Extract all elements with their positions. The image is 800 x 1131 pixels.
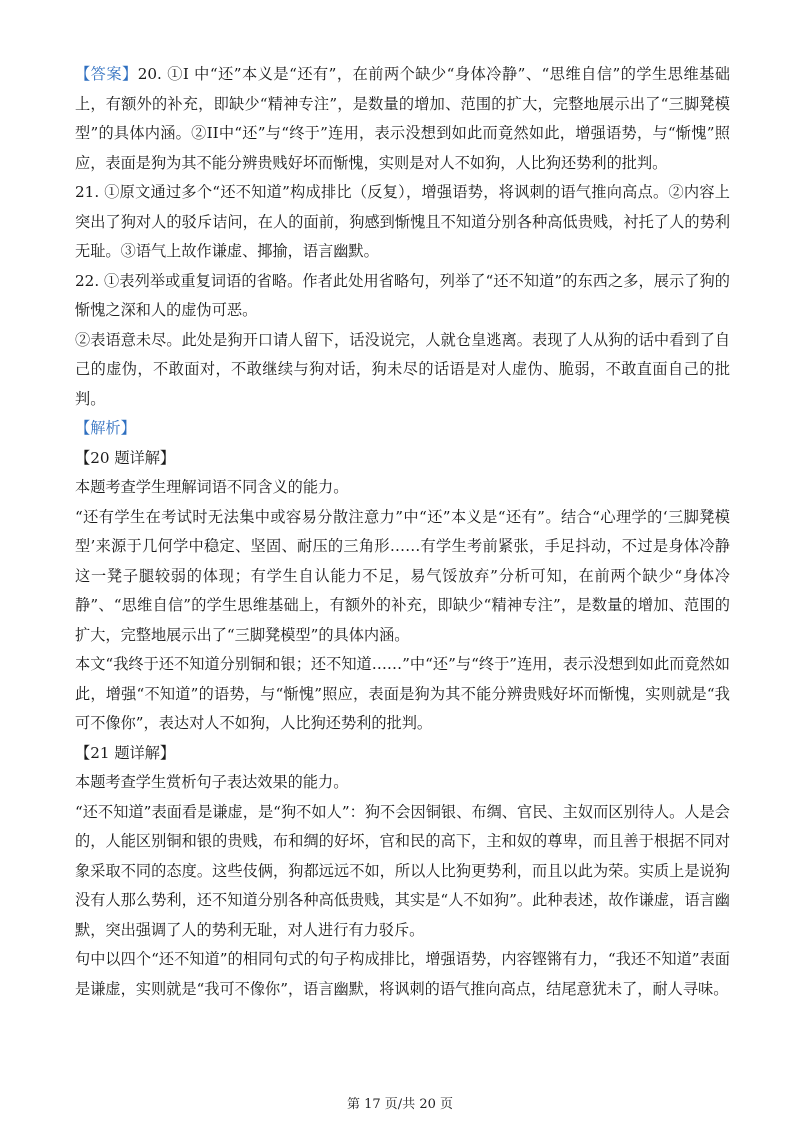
q21-detail-heading: 【21 题详解】 — [75, 743, 176, 762]
q20-paragraph-1: “还有学生在考试时无法集中或容易分散注意力”中“还”本义是“还有”。结合“心理学的‘三脚凳模型’来源于几何学中稳定、坚固、耐压的三角形……有学生考前紧张，手足抖动，不过是身体冷静这一凳子腿较弱的体现；有学生自认能力不足，易气馁放弃”分析可知，在前两个缺少“身体冷静”、“思维自信”的学生思维基础上，有额外的补充，即缺少“精神专注”，是数量的增加、范围的扩大，完整地展示出了“三脚凳模型”的具体内涵。 — [75, 507, 730, 644]
answer-q22-part2: ②表语意未尽。此处是狗开口请人留下，话没说完，人就仓皇逃离。表现了人从狗的话中看到了自己的虚伪，不敢面对，不敢继续与狗对话，狗未尽的话语是对人虚伪、脆弱，不敢直面自己的批判。 — [75, 330, 730, 408]
q20-detail-heading: 【20 题详解】 — [75, 448, 176, 467]
answer-q22-part1: 22. ①表列举或重复词语的省略。作者此处用省略句，列举了“还不知道”的东西之多，展示了狗的惭愧之深和人的虚伪可恶。 — [75, 271, 730, 319]
answer-q20-paragraph — [75, 60, 730, 178]
q20-intro: 本题考查学生理解词语不同含义的能力。 — [75, 478, 349, 496]
page-footer: 第 17 页/共 20 页 — [347, 1097, 453, 1112]
analysis-tag: 【解析】 — [75, 419, 136, 437]
q21-intro: 本题考查学生赏析句子表达效果的能力。 — [75, 773, 349, 791]
answer-tag: 【答案】 — [75, 65, 138, 83]
answer-q21-paragraph: 21. ①原文通过多个“还不知道”构成排比（反复），增强语势，将讽刺的语气推向高点。②内容上突出了狗对人的驳斥诘问，在人的面前，狗感到惭愧且不知道分别各种高低贵贱，衬托了人的势利无耻。③语气上故作谦虚、揶揄，语言幽默。 — [75, 183, 730, 260]
q20-paragraph-2: 本文“我终于还不知道分别铜和银；还不知道……”中“还”与“终于”连用，表示没想到如此而竟然如此，增强“不知道”的语势，与“惭愧”照应，表面是狗为其不能分辨贵贱好坏而惭愧，实则就是“我可不像你”，表达对人不如狗，人比狗还势利的批判。 — [75, 655, 730, 732]
q21-paragraph-2: 句中以四个“还不知道”的相同句式的句子构成排比，增强语势，内容铿锵有力，“我还不知道”表面是谦虚，实则就是“我可不像你”，语言幽默，将讽刺的语气推向高点，结尾意犹未了，耐人寻味。 — [75, 950, 730, 998]
document-body — [75, 60, 730, 1004]
answer-q20-text: 20. ①I 中“还”本义是“还有”，在前两个缺少“身体冷静”、“思维自信”的学生思维基础上，有额外的补充，即缺少“精神专注”，是数量的增加、范围的扩大，完整地展示出了“三脚凳模型”的具体内涵。②II中“还”与“终于”连用，表示没想到如此而竟然如此，增强语势，与“惭愧”照应，表面是狗为其不能分辨贵贱好坏而惭愧，实则是对人不如狗，人比狗还势利的批判。 — [75, 65, 730, 172]
q21-paragraph-1: “还不知道”表面看是谦虚，是“狗不如人”：狗不会因铜银、布绸、官民、主奴而区别待人。人是会的，人能区别铜和银的贵贱，布和绸的好坏，官和民的高下，主和奴的尊卑，而且善于根据不同对象采取不同的态度。这些伎俩，狗都远远不如，所以人比狗更势利，而且以此为荣。实质上是说狗没有人那么势利，还不知道分别各种高低贵贱，其实是“人不如狗”。此种表述，故作谦虚，语言幽默，突出强调了人的势利无耻，对人进行有力驳斥。 — [75, 802, 730, 939]
